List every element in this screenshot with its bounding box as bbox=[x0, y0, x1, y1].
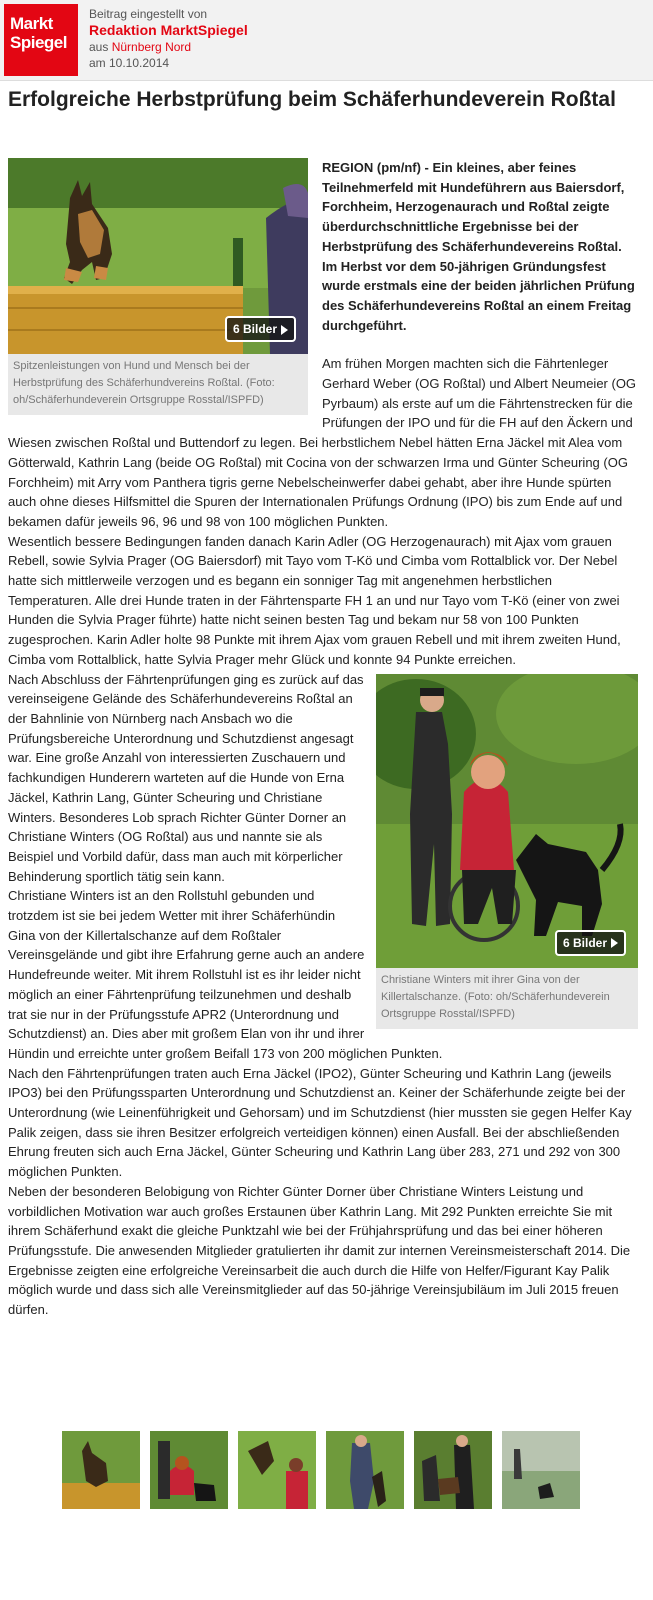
article-paragraph-3: Nach Abschluss der Fährtenprüfungen ging es zurück auf das vereinseigene Gelände des Schäferhundevereins Roßtal an der Bahnlinie von Nürnberg nach Ansbach wo die Prüfungsbereiche Unterordnung und Schutzdienst angesagt war. Eine große Anzahl von interessierten Zuschauern und fachkundigen Hunderern warteten auf die Hunde von Erna Jäckel, Kathrin Lang, Günter Scheuring und Christiane Winters. Besonderes Lob sprach Richter Günter Dorner an Christiane Winters (OG Roßtal) aus und nannte sie als Beispiel und Vorbild dafür, dass man auch mit körperlicher Behinderung sportlich tätig sein kann. bbox=[8, 671, 364, 884]
logo-line1: Markt bbox=[10, 14, 53, 33]
thumbnail-5-image bbox=[414, 1431, 492, 1509]
marktspiegel-logo[interactable] bbox=[4, 4, 78, 76]
figure-wheelchair-handler bbox=[376, 674, 638, 1029]
play-arrow-icon bbox=[281, 325, 288, 335]
from-label: aus bbox=[89, 40, 109, 54]
thumbnail-6-image bbox=[502, 1431, 580, 1509]
figure2-caption: Christiane Winters mit ihrer Gina von der Killertalschanze. (Foto: oh/Schäferhundeverein Ortsgruppe Rosstal/ISPFD) bbox=[381, 973, 610, 1020]
thumbnail-4-image bbox=[326, 1431, 404, 1509]
thumbnail-4[interactable] bbox=[326, 1431, 404, 1509]
article-header bbox=[0, 0, 653, 81]
location-link[interactable]: Nürnberg Nord bbox=[111, 40, 192, 54]
thumbnail-1[interactable] bbox=[62, 1431, 140, 1509]
author-link[interactable]: Redaktion MarktSpiegel bbox=[89, 22, 248, 38]
thumbnail-gallery bbox=[62, 1431, 592, 1511]
photo-wheelchair-handler[interactable] bbox=[376, 674, 638, 968]
figure-jumping-dog bbox=[8, 158, 308, 415]
article-paragraph-2: Wesentlich bessere Bedingungen fanden danach Karin Adler (OG Herzogenaurach) mit Ajax vom grauen Rebell, sowie Sylvia Prager (OG Baiersdorf) mit Tayo vom T-Kö und Cimba vom Rottalblick vor. Der Nebel hatte sich mittlerweile verzogen und es begann ein sonniger Tag mit angenehmen herbstlichen Temperaturen. Alle drei Hunde traten in der Fährtensparte FH 1 an und nur Tayo vom T-Kö (einer von zwei Hunden die Sylvia Prager führte) hatte nicht seinen besten Tag und bekam nur 58 von 100 Punkten zugesprochen. Karin Adler holte 98 Punkte mit ihrem Ajax vom grauen Rebell und mit ihrem zweiten Hund, Cimba vom Rottalblick, hatte Sylvia Prager mehr Glück und konnte 94 Punkte erreichen. bbox=[8, 533, 621, 667]
thumbnail-2[interactable] bbox=[150, 1431, 228, 1509]
wheelchair-handler-image bbox=[376, 674, 638, 968]
article-lead: REGION (pm/nf) - Ein kleines, aber feines Teilnehmerfeld mit Hundeführern aus Baiersdorf, Forchheim, Herzogenaurach und Roßtal zeigte überdurchschnittliche Ergebnisse bei der Herbstprüfung des Schäferhundevereins Roßtal. Im Herbst vor dem 50-jährigen Gründungsfest wurde erstmals eine der beiden jährlichen Prüfung des Schäferhundevereins Roßtal an einem Freitag durchgeführt. bbox=[322, 160, 635, 333]
gallery-button-1[interactable] bbox=[225, 316, 296, 342]
thumbnail-6[interactable] bbox=[502, 1431, 580, 1509]
gallery-button-2[interactable] bbox=[555, 930, 626, 956]
photo-jumping-dog[interactable] bbox=[8, 158, 308, 354]
location-line bbox=[89, 39, 248, 55]
posted-label: Beitrag eingestellt von bbox=[89, 7, 208, 21]
play-arrow-icon bbox=[611, 938, 618, 948]
gallery-button-2-label: 6 Bilder bbox=[562, 935, 607, 950]
article-body bbox=[8, 158, 638, 1320]
article-paragraph-5: Nach den Fährtenprüfungen traten auch Erna Jäckel (IPO2), Günter Scheuring und Kathrin Lang (jeweils IPO3) bei den Prüfungssparten Unterordnung und Schutzdienst an. Keiner der Schäferhunde zeigte bei der Unterordnung (wie Leinenführigkeit und Gehorsam) und im Schutzdienst (hier mussten sie gegen Helfer Kay Palik zeigen, dass sie ihren Besitzer erfolgreich verteidigen können) einen Ausfall. Bei der abschließenden Ehrung freuten sich auch Erna Jäckel, Günter Scheuring und Kathrin Lang über 283, 271 und 292 von 300 möglichen Punkten. bbox=[8, 1065, 632, 1180]
thumbnail-2-image bbox=[150, 1431, 228, 1509]
gallery-button-1-label: 6 Bilder bbox=[232, 322, 277, 336]
article-paragraph-4: Christiane Winters ist an den Rollstuhl gebunden und trotzdem ist sie bei jedem Wetter mit ihrer Schäferhündin Gina von der Killertalschanze auf dem Roßtaler Vereinsgelände und gibt ihre Erfahrung gerne auch an andere Hundefreunde weiter. Mit ihrem Rollstuhl ist es ihr leider nicht möglich an einer Fährtenprüfung teilzunehmen und deshalb trat sie nur in der Prüfungsstufe APR2 (Unterordnung und Schutzdienst) an. Dies aber mit großem Elan von ihr und ihrer Hündin und erreichte unter großem Beifall 173 von 200 möglichen Punkten. bbox=[8, 888, 443, 1061]
article-title: Erfolgreiche Herbstprüfung beim Schäferhundeverein Roßtal bbox=[8, 88, 616, 111]
article-paragraph-1: Am frühen Morgen machten sich die Fährtenleger Gerhard Weber (OG Roßtal) und Albert Neumeier (OG Pyrbaum) als erste auf um die Fährtenstrecken für die Prüfungen der IPO und für die FH auf den Äckern und Wiesen zwischen Roßtal und Buttendorf zu legen. Bei herbstlichem Nebel hätten Erna Jäckel mit Alea vom Götterwald, Kathrin Lang (beide OG Roßtal) mit Cocina von der schwarzen Irma und Günter Scheuring (OG Forchheim) mit Arry vom Panthera tigris gerne Nebelscheinwerfer dabei gehabt, aber ihre Hunde spürten auch ohne dieses Hilfsmittel die Spuren der Internationalen Prüfungs Ordnung (IPO) bis zum Ende auf und bekamen dafür jeweils 96, 96 und 98 von 100 möglichen Punkten. bbox=[8, 356, 637, 529]
thumbnail-1-image bbox=[62, 1431, 140, 1509]
article-paragraph-6: Neben der besonderen Belobigung von Richter Günter Dorner über Christiane Winters Leistung und vorbildlichen Motivation war auch großes Erstaunen über Kathrin Lang. Mit 292 Punkten erreichte Sie mit ihrem Schäferhund exakt die gleiche Punktzahl wie bei der Frühjahrsprüfung und das bei einer höheren Prüfungsstufe. Die anwesenden Mitglieder gratulierten ihr damit zur internen Vereinsmeisterschaft 2014. Die Ergebnisse zeigten eine erfolgreiche Vereinsarbeit die auch durch die Hilfe von Helfer/Figurant Kay Palik möglich wurde und dass sich alle Vereinsmitglieder auf das 50-jährige Vereinsjubiläum im Juli 2015 freuen dürfen. bbox=[8, 1183, 631, 1318]
thumbnail-3[interactable] bbox=[238, 1431, 316, 1509]
thumbnail-5[interactable] bbox=[414, 1431, 492, 1509]
logo-line2: Spiegel bbox=[10, 33, 67, 52]
figure1-caption: Spitzenleistungen von Hund und Mensch bei der Herbstprüfung des Schäferhundvereins Roßtal. (Foto: oh/Schäferhundeverein Ortsgruppe Rosstal/ISPFD) bbox=[13, 360, 275, 406]
thumbnail-3-image bbox=[238, 1431, 316, 1509]
post-date: am 10.10.2014 bbox=[89, 56, 170, 70]
author-meta bbox=[89, 6, 248, 71]
